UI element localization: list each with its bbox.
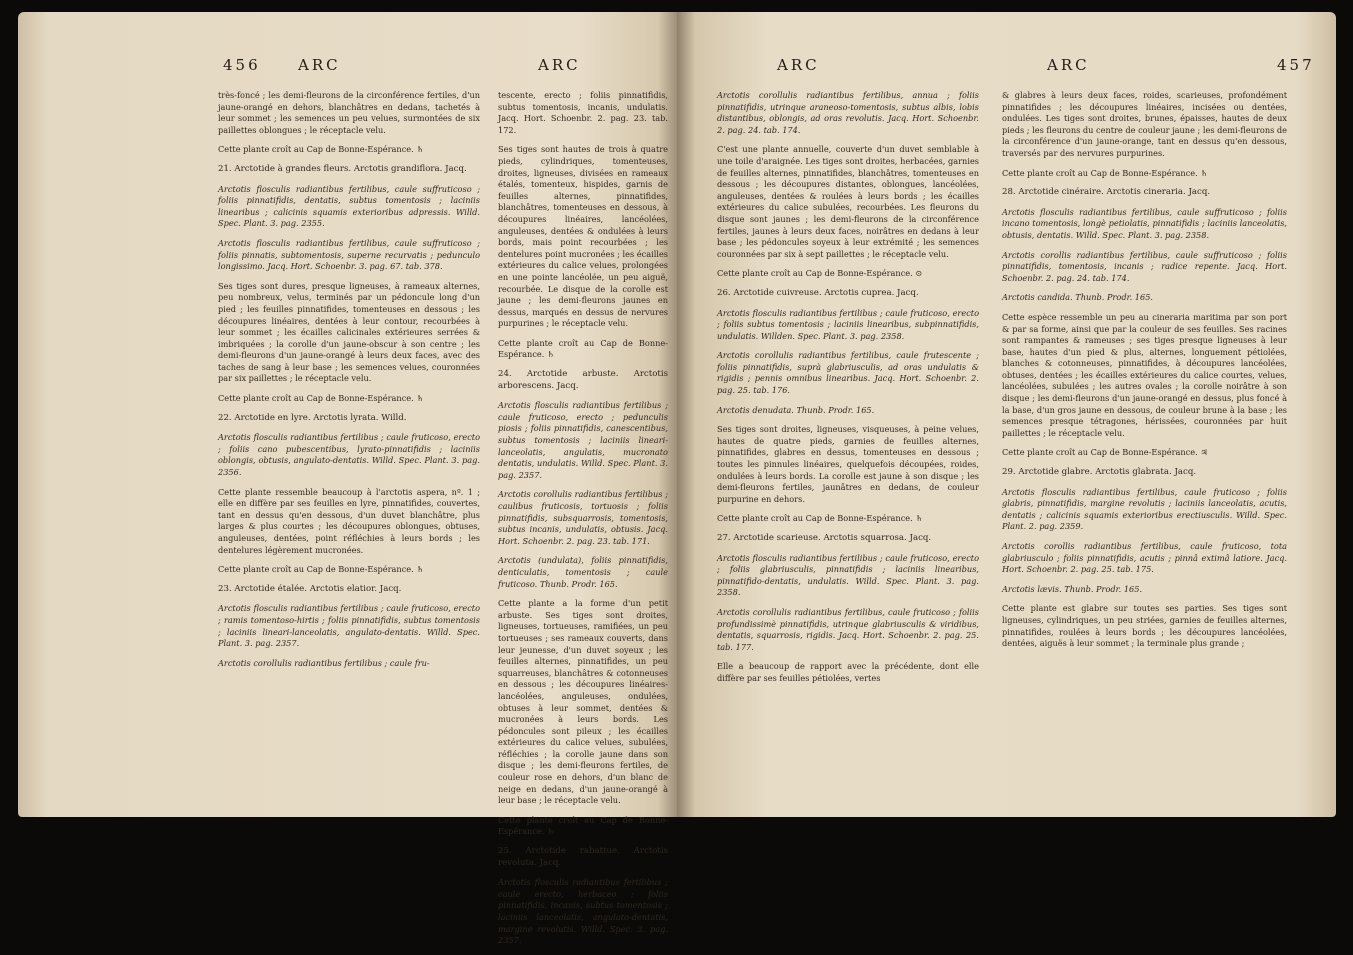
left-page [18,12,677,946]
paragraph: Arctotis flosculis radiantibus fertilibus, caule suffruticoso ; foliis pinnatifidis, dentatis, subtus tomentosis ; laciniis linearibus ; calicinis squamis exterioribus adpressis. Willd. Spec. Plant. 3. pag. 2355. [218,183,480,229]
paragraph: Arctotis flosculis radiantibus fertilibus ; caule fruticoso, erecto ; ramis tomentoso-hirtis ; foliis pinnatifidis, subtus tomentosis ; laciniis lineari-lanceolatis, angulato-dentatis. Willd. Spec. Plant. 3. pag. 2357. [218,603,480,649]
paragraph: Cette plante croît au Cap de Bonne-Espérance. ♄ [1002,167,1208,178]
paragraph: Cette plante croît au Cap de Bonne-Espérance. ♄ [218,144,424,155]
paragraph: Arctotis corollulis radiantibus fertilibus ; caule fru- [218,657,430,668]
paragraph: Arctotis candida. Thunb. Prodr. 165. [1002,292,1154,303]
paragraph: Ses tiges sont dures, presque ligneuses, à rameaux alternes, peu nombreux, velus, terminés par un pédoncule long d'un pied ; les feuilles pinnatifides, tomenteuses en dessous ; les découpures linéaires, dentées à leur contour, recourbées à leur sommet ; les écailles calicinales extérieures serrées & imbriquées ; la corolle d'un jaune-obscur à son centre ; les demi-fleurons d'un jaune-orangé à leurs deux faces, avec des taches de sang à leur base ; les semences velues, couronnées par six paillettes ; le réceptacle velu. [218,280,480,384]
paragraph: Arctotis flosculis radiantibus fertilibus ; caule fruticoso, erecto ; foliis cano pubescentibus, lyrato-pinnatifidis ; laciniis oblongis, obtusis, angulato-dentatis. Willd. Spec. Plant. 3. pag. 2356. [218,432,480,478]
right-page-number: 457 [1277,56,1315,74]
paragraph: Ses tiges sont droites, ligneuses, visqueuses, à peine velues, hautes de quatre pieds, garnies de feuilles alternes, pinnatifides, glabres en dessus, tomenteuses en dessous ; toutes les pinnules linéaires, quelquefois découpées, roides, ondulées à leurs bords. La corolle est jaune à son disque ; les demi-fleurons fertiles, jaunâtres en dedans, de couleur purpurine en dehors. [717,424,979,504]
right-header-2: ARC [1047,56,1090,74]
paragraph: Arctotis denudata. Thunb. Prodr. 165. [717,404,875,415]
paragraph: Cette plante croît au Cap de Bonne-Espérance. ⊙ [717,268,923,279]
paragraph: 21. Arctotide à grandes fleurs. Arctotis grandiflora. Jacq. [218,163,467,174]
left-header-2: ARC [538,56,581,74]
paragraph: Arctotis flosculis radiantibus fertilibus, caule suffruticoso ; foliis incano tomentosis, longè petiolatis, pinnatifidis ; laciniis lanceolatis, obtusis, dentatis. Willd. Spec. Plant. 3. pag. 2358. [1002,206,1287,240]
right-column-1 [717,90,979,693]
paragraph: Arctotis flosculis radiantibus fertilibus, caule fruticoso ; foliis glabris, pinnatifidis, margine revolutis ; laciniis lanceolatis, acutis, dentatis ; calicinis squamis exterioribus erectiusculis. Willd. Spec. Plant. 2. pag. 2359. [1002,486,1287,532]
paragraph: Arctotis flosculis radiantibus fertilibus ; caule fruticoso, erecto ; foliis subtus tomentosis ; laciniis linearibus, subpinnatifidis, undulatis. Willden. Spec. Plant. 3. pag. 2358. [717,307,979,341]
open-book [18,12,1336,946]
right-column-2 [1002,90,1287,658]
left-page-number: 456 [223,56,261,74]
left-header-1: ARC [298,56,341,74]
right-header-1: ARC [777,56,820,74]
right-page [677,12,1336,817]
paragraph: & glabres à leurs deux faces, roides, scarieuses, profondément pinnatifides ; les découpures linéaires, incisées ou dentées, ondulées. Les tiges sont droites, brunes, épaisses, hautes de deux pieds ; les fleurons du centre de couleur jaune ; les demi-fleurons de la circonférence d'un jaune-orange, tant en dessus qu'en dessous, traversés par des nervures purpurines. [1002,90,1287,158]
paragraph: 24. Arctotide arbuste. Arctotis arborescens. Jacq. [498,369,668,391]
paragraph: 26. Arctotide cuivreuse. Arctotis cuprea. Jacq. [717,287,919,298]
paragraph: Cette plante croît au Cap de Bonne-Espérance. ♄ [717,513,923,524]
paragraph: 28. Arctotide cinéraire. Arctotis cineraria. Jacq. [1002,187,1211,198]
paragraph: Arctotis flosculis radiantibus fertilibus ; caule fruticoso, erecto ; foliis glabriusculis, pinnatifidis ; laciniis linearibus, pinnatifido-dentatis, undulatis. Willd. Spec. Plant. 3. pag. 2358. [717,552,979,598]
paragraph: tescente, erecto ; foliis pinnatifidis, subtus tomentosis, incanis, undulatis. Jacq. Hort. Schoenbr. 2. pag. 23. tab. 172. [498,90,668,135]
paragraph: 23. Arctotide étalée. Arctotis elatior. Jacq. [218,583,402,594]
paragraph: Arctotis flosculis radiantibus fertilibus, caule suffruticoso ; foliis pinnatis, subtomentosis, superne recurvatis ; pedunculo longissimo. Jacq. Hort. Schoenbr. 3. pag. 67. tab. 378. [218,237,480,272]
paragraph: Ses tiges sont hautes de trois à quatre pieds, cylindriques, tomenteuses, droites, ligneuses, divisées en rameaux étalés, tomenteux, hispides, garnis de feuilles alternes, pinnatifides, blanchâtres, tomenteuses en dessous, à découpures linéaires, lancéolées, anguleuses, dentées & ondulées à leurs bords, mais point recourbées ; les dentelures point mucronées ; les écailles extérieures du calice velues, prolongées en une pointe lancéolée, un peu aiguë, recourbée. Le disque de la corolle est jaune ; les demi-fleurons jaunes en dessus, marqués en dessus de nervures purpurines ; le réceptacle velu. [498,144,668,329]
paragraph: Cette plante ressemble beaucoup à l'arctotis aspera, nº. 1 ; elle en diffère par ses feuilles en lyre, pinnatifides, couvertes, tant en dessus qu'en dessous, d'un duvet blanchâtre, plus larges & plus courtes ; les découpures oblongues, obtuses, anguleuses, dentées, point réfléchies à leurs bords ; les dentelures légèrement mucronées. [218,486,480,555]
left-column-1 [218,90,480,677]
paragraph: Arctotis flosculis radiantibus fertilibus ; caule erecto, herbaceo ; foliis pinnatifidis, incanis, subtus tomentosis ; laciniis lanceolatis, angulato-dentatis, margine revolutis. Willd. Spec. 3. pag. 2357. [498,877,668,946]
paragraph: Arctotis flosculis radiantibus fertilibus ; caule fruticoso, erecto ; pedunculis piosis ; foliis pinnatifidis, canescentibus, subtus tomentosis ; laciniis lineari-lanceolatis, angulatis, mucronato dentatis, undulatis. Willd. Spec. Plant. 3. pag. 2357. [498,400,668,480]
paragraph: Arctotis corollulis radiantibus fertilibus, caule fruticoso ; foliis profundissimè pinnatifidis, utrinque glabriusculis & viridibus, dentatis, squarrosis, rigidis. Jacq. Hort. Schoenbr. 2. pag. 25. tab. 177. [717,606,979,652]
left-column-2 [498,90,668,955]
paragraph: Arctotis lævis. Thunb. Prodr. 165. [1002,583,1143,594]
paragraph: C'est une plante annuelle, couverte d'un duvet semblable à une toile d'araignée. Les tiges sont droites, herbacées, garnies de feuilles alternes, pinnatifides, blanchâtres, tomenteuses en dessous ; les découpures distantes, oblongues, lancéolées, anguleuses, dentées & roulées à leurs bords ; les écailles extérieures du calice subulées, recourbées. Les fleurons du disque sont jaunes ; les demi-fleurons de la circonférence fertiles, jaunes à leurs deux faces, noirâtres en dedans à leur base ; les pédoncules soyeux à leur extrémité ; les semences couronnées par six à sept paillettes ; le réceptacle velu. [717,144,979,259]
paragraph: Arctotis corollulis radiantibus fertilibus, annua ; foliis pinnatifidis, utrinque araneoso-tomentosis, subtus albis, lobis distantibus, oblongis, ad oras revolutis. Jacq. Hort. Schoenbr. 2. pag. 24. tab. 174. [717,90,979,135]
paragraph: Cette plante a la forme d'un petit arbuste. Ses tiges sont droites, ligneuses, tortueuses, ramifiées, un peu tortueuses ; ses rameaux couverts, dans leur jeunesse, d'un duvet soyeux ; les feuilles alternes, pinnatifides, un peu squarreuses, blanchâtres & cotonneuses en dessous ; les découpures linéaires-lancéolées, anguleuses, ondulées, obtuses à leur sommet, dentées & mucronées à leurs bords. Les pédoncules sont pileux ; les écailles extérieures du calice velues, subulées, réfléchies ; la corolle jaune dans son disque ; les demi-fleurons fertiles, de couleur rose en dehors, d'un blanc de neige en dedans, d'un jaune-orangé à leur base ; le réceptacle velu. [498,598,668,806]
paragraph: Arctotis corollis radiantibus fertilibus, caule suffruticoso ; foliis pinnatifidis, tomentosis, incanis ; radice repente. Jacq. Hort. Schoenbr. 2. pag. 24. tab. 174. [1002,249,1287,283]
paragraph: Cette plante croît au Cap de Bonne-Espérance. ♄ [498,337,668,360]
paragraph: Cette plante croît au Cap de Bonne-Espérance. ♄ [498,814,668,837]
paragraph: Arctotis corollis radiantibus fertilibus, caule fruticoso, tota glabriusculo ; foliis pinnatifidis, acutis ; pinnâ extimâ latiore. Jacq. Hort. Schoenbr. 2. pag. 25. tab. 175. [1002,541,1287,575]
paragraph: Cette plante croît au Cap de Bonne-Espérance. ♄ [218,393,424,404]
paragraph: Cette espèce ressemble un peu au cineraria maritima par son port & par sa forme, ainsi que par la couleur de ses feuilles. Ses racines sont rampantes & rameuses ; ses tiges presque ligneuses à leur base, hautes d'un pied & plus, alternes, longuement pétiolées, blanches & cotonneuses, pinnatifides, à découpures lancéolées, obtuses, dentées ; les écailles extérieures du calice courtes, velues, lancéolées, subulées ; les autres ovales ; la corolle noirâtre à son disque ; les demi-fleurons d'un jaune-orangé en dessus, plus foncé à la base, d'un gros jaune en dessous, de couleur brune à la base ; les semences presque tétragones, hérissées, couronnées par huit paillettes ; le réceptacle velu. [1002,311,1287,438]
paragraph: Cette plante croît au Cap de Bonne-Espérance. ♃ [1002,447,1208,458]
paragraph: 25. Arctotide rabattue. Arctotis revoluta. Jacq. [498,846,668,868]
paragraph: 22. Arctotide en lyre. Arctotis lyrata. Willd. [218,412,407,423]
paragraph: Arctotis (undulata), foliis pinnatifidis, denticulatis, tomentosis ; caule fruticoso. Thunb. Prodr. 165. [498,555,668,589]
paragraph: Arctotis corollulis radiantibus fertilibus, caule frutescente ; foliis pinnatifidis, suprà glabriusculis, ad oras undulatis & rigidis ; pennis omnibus linearibus. Jacq. Hort. Schoenbr. 2. pag. 25. tab. 176. [717,350,979,396]
paragraph: 27. Arctotide scarieuse. Arctotis squarrosa. Jacq. [717,533,932,543]
paragraph: très-foncé ; les demi-fleurons de la circonférence fertiles, d'un jaune-orangé en dehors, blanchâtres en dedans, tachetés à leur sommet ; les semences un peu velues, surmontées de six paillettes oblongues ; le réceptacle velu. [218,90,480,135]
paragraph: Arctotis corollulis radiantibus fertilibus ; caulibus fruticosis, tortuosis ; foliis pinnatifidis, subsquarrosis, tomentosis, subtus incanis, undulatis, obtusis. Jacq. Hort. Schoenbr. 2. pag. 23. tab. 171. [498,489,668,546]
paragraph: 29. Arctotide glabre. Arctotis glabrata. Jacq. [1002,467,1197,478]
paragraph: Cette plante est glabre sur toutes ses parties. Ses tiges sont ligneuses, cylindriques, un peu striées, garnies de feuilles alternes, pinnatifides, roulées à leurs bords ; les découpures lancéolées, dentées, aiguës à leur sommet ; la terminale plus grande ; [1002,603,1287,649]
paragraph: Cette plante croît au Cap de Bonne-Espérance. ♄ [218,564,424,575]
paragraph: Elle a beaucoup de rapport avec la précédente, dont elle diffère par ses feuilles pétiolées, vertes [717,661,979,683]
